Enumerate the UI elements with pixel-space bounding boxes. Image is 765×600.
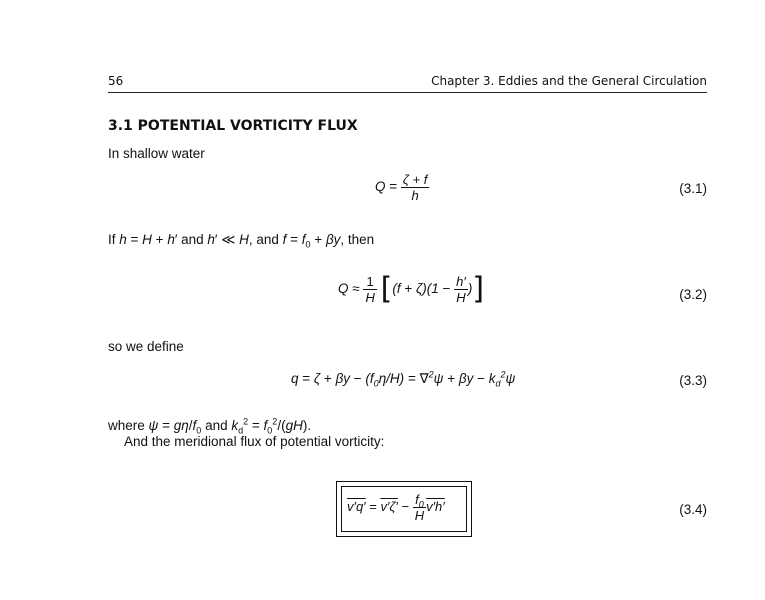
paragraph-define: so we define (108, 339, 184, 354)
running-header: Chapter 3. Eddies and the General Circulation (431, 74, 707, 88)
equation-number-3-2: (3.2) (679, 287, 707, 302)
paragraph-intro: In shallow water (108, 146, 205, 161)
header-rule (108, 92, 707, 93)
equation-3-1: Q = $\frac{\zeta + f}{h}$ (375, 172, 428, 203)
equation-number-3-3: (3.3) (679, 373, 707, 388)
equation-number-3-4: (3.4) (679, 502, 707, 517)
paragraph-assumptions: If h = H + h′ and h′ ≪ H, and $f = f_0 + \beta y$, then (108, 232, 375, 250)
equation-number-3-1: (3.1) (679, 181, 707, 196)
paragraph-meridional-flux: And the meridional flux of potential vorticity: (124, 434, 385, 449)
equation-3-3: $q = \zeta + \beta y - (f_0\eta/H) = \nabla^2\psi + \beta y - k_d^2\psi$ (291, 369, 516, 389)
equation-3-2: Q ≈ $\frac{1}{H}$ [(f + ζ)(1 − $\frac{h'}{H}$ )] (338, 271, 485, 307)
equation-3-4: v′q′ = v′ζ′ − $\frac{f_0}{H}$ v′h′ (347, 492, 445, 523)
page-number: 56 (108, 74, 124, 88)
section-title: 3.1 POTENTIAL VORTICITY FLUX (108, 118, 358, 134)
paragraph-where: where $\psi = g\eta/f_0$ and $k_d^2 = f_0^2/(gH)$. (108, 416, 312, 436)
